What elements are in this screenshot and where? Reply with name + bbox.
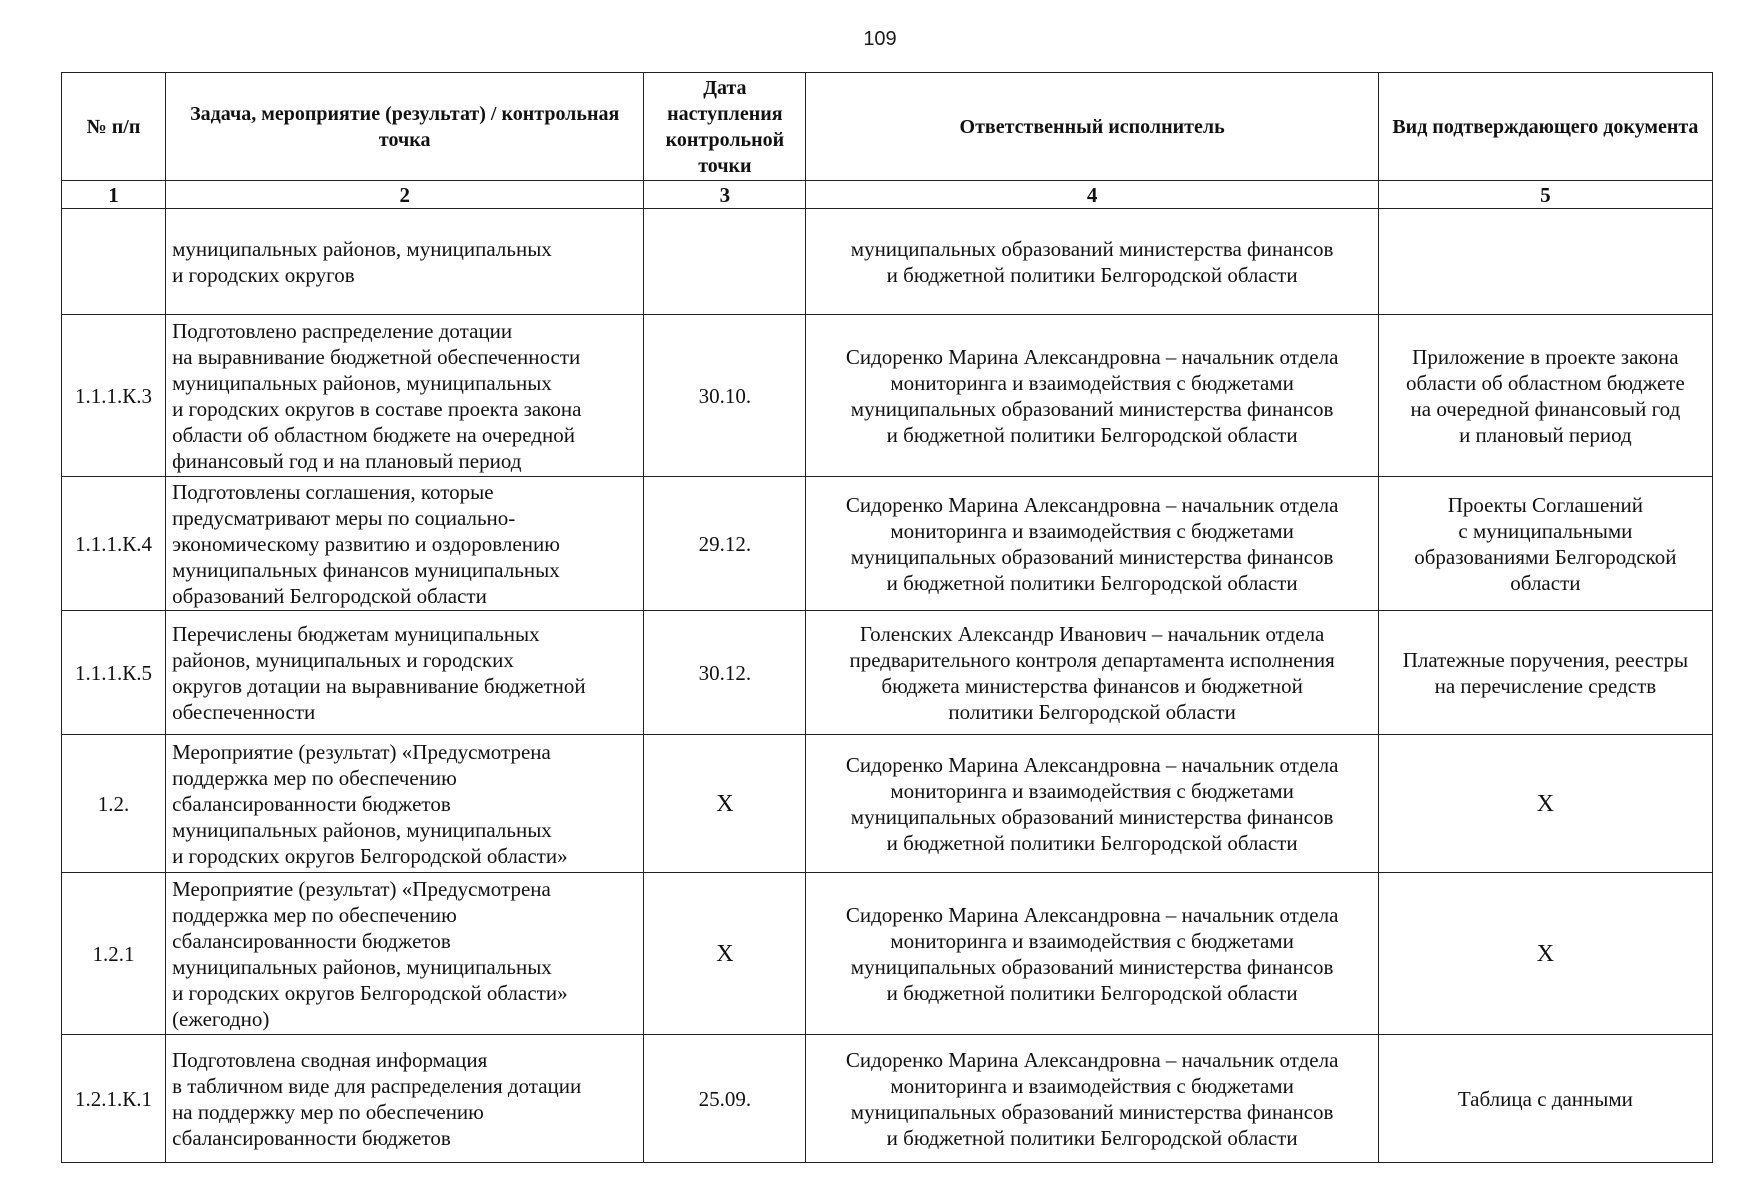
table-row xyxy=(62,873,1713,1035)
responsible-executor-line: мониторинга и взаимодействия с бюджетами xyxy=(890,518,1294,543)
responsible-executor xyxy=(806,315,1378,477)
confirming-document-line: с муниципальными xyxy=(1458,518,1633,543)
row-number: 1.1.1.К.4 xyxy=(62,477,166,611)
table-row xyxy=(62,477,1713,611)
responsible-executor-line: мониторинга и взаимодействия с бюджетами xyxy=(890,370,1294,395)
control-date: 29.12. xyxy=(644,477,806,611)
task-text-line: финансовый год и на плановый период xyxy=(172,448,522,473)
task-text-line: и городских округов Белгородской области» xyxy=(172,980,568,1005)
header-task: Задача, мероприятие (результат) / контрольная точка xyxy=(166,73,644,181)
header-document: Вид подтверждающего документа xyxy=(1378,73,1712,181)
responsible-executor-line: предварительного контроля департамента исполнения xyxy=(849,647,1335,672)
responsible-executor-line: бюджета министерства финансов и бюджетной xyxy=(881,673,1303,698)
task-text-line: Подготовлено распределение дотации xyxy=(172,318,513,343)
confirming-document-line: на очередной финансовый год xyxy=(1410,396,1681,421)
responsible-executor-line: политики Белгородской области xyxy=(948,699,1236,724)
task-text-line: образований Белгородской области xyxy=(172,583,487,608)
header-executor: Ответственный исполнитель xyxy=(806,73,1378,181)
table-row xyxy=(62,315,1713,477)
task-text-line: муниципальных районов, муниципальных xyxy=(172,370,552,395)
task-text-line: экономическому развитию и оздоровлению xyxy=(172,531,560,556)
responsible-executor xyxy=(806,735,1378,873)
responsible-executor-line: муниципальных образований министерства финансов xyxy=(850,804,1334,829)
responsible-executor-line: и бюджетной политики Белгородской области xyxy=(886,1125,1298,1150)
row-number: 1.1.1.К.5 xyxy=(62,611,166,735)
task-text-line: Мероприятие (результат) «Предусмотрена xyxy=(172,876,551,901)
task-text xyxy=(166,477,644,611)
task-text-line: округов дотации на выравнивание бюджетной xyxy=(172,673,586,698)
confirming-document xyxy=(1378,477,1712,611)
task-text-line: сбалансированности бюджетов xyxy=(172,1125,451,1150)
column-number: 1 xyxy=(62,181,166,209)
confirming-document xyxy=(1378,735,1712,873)
table-row xyxy=(62,611,1713,735)
table-body xyxy=(62,209,1713,1163)
confirming-document xyxy=(1378,1035,1712,1163)
responsible-executor-line: Сидоренко Марина Александровна – начальник отдела xyxy=(845,492,1339,517)
task-text-line: поддержка мер по обеспечению xyxy=(172,902,457,927)
task-text-line: области об областном бюджете на очередной xyxy=(172,422,575,447)
task-text-line: в табличном виде для распределения дотации xyxy=(172,1073,582,1098)
confirming-document-line: X xyxy=(1536,790,1555,817)
confirming-document xyxy=(1378,315,1712,477)
task-text-line: муниципальных районов, муниципальных xyxy=(172,954,552,979)
task-text-line: Мероприятие (результат) «Предусмотрена xyxy=(172,739,551,764)
task-text-line: предусматривают меры по социально- xyxy=(172,505,516,530)
responsible-executor-line: Сидоренко Марина Александровна – начальник отдела xyxy=(845,902,1339,927)
responsible-executor-line: муниципальных образований министерства финансов xyxy=(850,236,1334,261)
task-text-line: и городских округов xyxy=(172,262,355,287)
task-text-line: обеспеченности xyxy=(172,699,316,724)
header-number: № п/п xyxy=(62,73,166,181)
confirming-document-line: на перечисление средств xyxy=(1434,673,1657,698)
confirming-document-line: Проекты Соглашений xyxy=(1447,492,1644,517)
responsible-executor-line: Сидоренко Марина Александровна – начальник отдела xyxy=(845,1047,1339,1072)
confirming-document-line: X xyxy=(1536,940,1555,967)
task-text xyxy=(166,209,644,315)
task-text-line: муниципальных финансов муниципальных xyxy=(172,557,560,582)
responsible-executor-line: мониторинга и взаимодействия с бюджетами xyxy=(890,928,1294,953)
table-row xyxy=(62,735,1713,873)
task-text-line: районов, муниципальных и городских xyxy=(172,647,514,672)
responsible-executor-line: муниципальных образований министерства финансов xyxy=(850,396,1334,421)
responsible-executor xyxy=(806,1035,1378,1163)
responsible-executor-line: муниципальных образований министерства финансов xyxy=(850,1099,1334,1124)
responsible-executor-line: муниципальных образований министерства финансов xyxy=(850,544,1334,569)
responsible-executor xyxy=(806,209,1378,315)
confirming-document-line: Таблица с данными xyxy=(1457,1086,1633,1111)
control-points-table xyxy=(61,72,1713,1163)
responsible-executor xyxy=(806,873,1378,1035)
task-text-line: и городских округов в составе проекта закона xyxy=(172,396,582,421)
task-text xyxy=(166,735,644,873)
task-text xyxy=(166,611,644,735)
control-date: X xyxy=(644,735,806,873)
responsible-executor xyxy=(806,611,1378,735)
task-text-line: (ежегодно) xyxy=(172,1006,270,1031)
responsible-executor-line: муниципальных образований министерства финансов xyxy=(850,954,1334,979)
responsible-executor-line: и бюджетной политики Белгородской области xyxy=(886,830,1298,855)
task-text-line: на выравнивание бюджетной обеспеченности xyxy=(172,344,581,369)
task-text-line: Подготовлена сводная информация xyxy=(172,1047,488,1072)
control-date: 25.09. xyxy=(644,1035,806,1163)
column-number: 3 xyxy=(644,181,806,209)
task-text-line: сбалансированности бюджетов xyxy=(172,928,451,953)
confirming-document-line: области xyxy=(1510,570,1581,595)
task-text-line: Подготовлены соглашения, которые xyxy=(172,479,494,504)
row-number: 1.1.1.К.3 xyxy=(62,315,166,477)
task-text-line: сбалансированности бюджетов xyxy=(172,791,451,816)
task-text xyxy=(166,315,644,477)
table-row xyxy=(62,209,1713,315)
responsible-executor-line: Сидоренко Марина Александровна – начальник отдела xyxy=(845,344,1339,369)
confirming-document-line: образованиями Белгородской xyxy=(1414,544,1677,569)
responsible-executor-line: и бюджетной политики Белгородской области xyxy=(886,422,1298,447)
task-text xyxy=(166,1035,644,1163)
row-number: 1.2. xyxy=(62,735,166,873)
control-date xyxy=(644,209,806,315)
column-number-row xyxy=(62,181,1713,209)
task-text-line: поддержка мер по обеспечению xyxy=(172,765,457,790)
header-row xyxy=(62,73,1713,181)
responsible-executor-line: мониторинга и взаимодействия с бюджетами xyxy=(890,778,1294,803)
control-date: 30.10. xyxy=(644,315,806,477)
task-text-line: муниципальных районов, муниципальных xyxy=(172,236,552,261)
header-date: Дата наступления контрольной точки xyxy=(644,73,806,181)
confirming-document-line: области об областном бюджете xyxy=(1406,370,1685,395)
confirming-document-line: и плановый период xyxy=(1459,422,1632,447)
confirming-document-line: Приложение в проекте закона xyxy=(1412,344,1679,369)
column-number: 4 xyxy=(806,181,1378,209)
control-date: X xyxy=(644,873,806,1035)
confirming-document xyxy=(1378,611,1712,735)
task-text-line: и городских округов Белгородской области» xyxy=(172,843,568,868)
confirming-document-line: Платежные поручения, реестры xyxy=(1402,647,1689,672)
table-row xyxy=(62,1035,1713,1163)
responsible-executor-line: и бюджетной политики Белгородской области xyxy=(886,570,1298,595)
task-text xyxy=(166,873,644,1035)
column-number: 2 xyxy=(166,181,644,209)
control-date: 30.12. xyxy=(644,611,806,735)
responsible-executor-line: и бюджетной политики Белгородской области xyxy=(886,262,1298,287)
confirming-document xyxy=(1378,873,1712,1035)
row-number: 1.2.1.К.1 xyxy=(62,1035,166,1163)
responsible-executor-line: Сидоренко Марина Александровна – начальник отдела xyxy=(845,752,1339,777)
page-number: 109 xyxy=(863,28,897,50)
responsible-executor-line: Голенских Александр Иванович – начальник отдела xyxy=(859,621,1325,646)
row-number: 1.2.1 xyxy=(62,873,166,1035)
task-text-line: муниципальных районов, муниципальных xyxy=(172,817,552,842)
task-text-line: на поддержку мер по обеспечению xyxy=(172,1099,484,1124)
confirming-document xyxy=(1378,209,1712,315)
column-number: 5 xyxy=(1378,181,1712,209)
row-number xyxy=(62,209,166,315)
task-text-line: Перечислены бюджетам муниципальных xyxy=(172,621,540,646)
responsible-executor-line: и бюджетной политики Белгородской области xyxy=(886,980,1298,1005)
responsible-executor-line: мониторинга и взаимодействия с бюджетами xyxy=(890,1073,1294,1098)
responsible-executor xyxy=(806,477,1378,611)
